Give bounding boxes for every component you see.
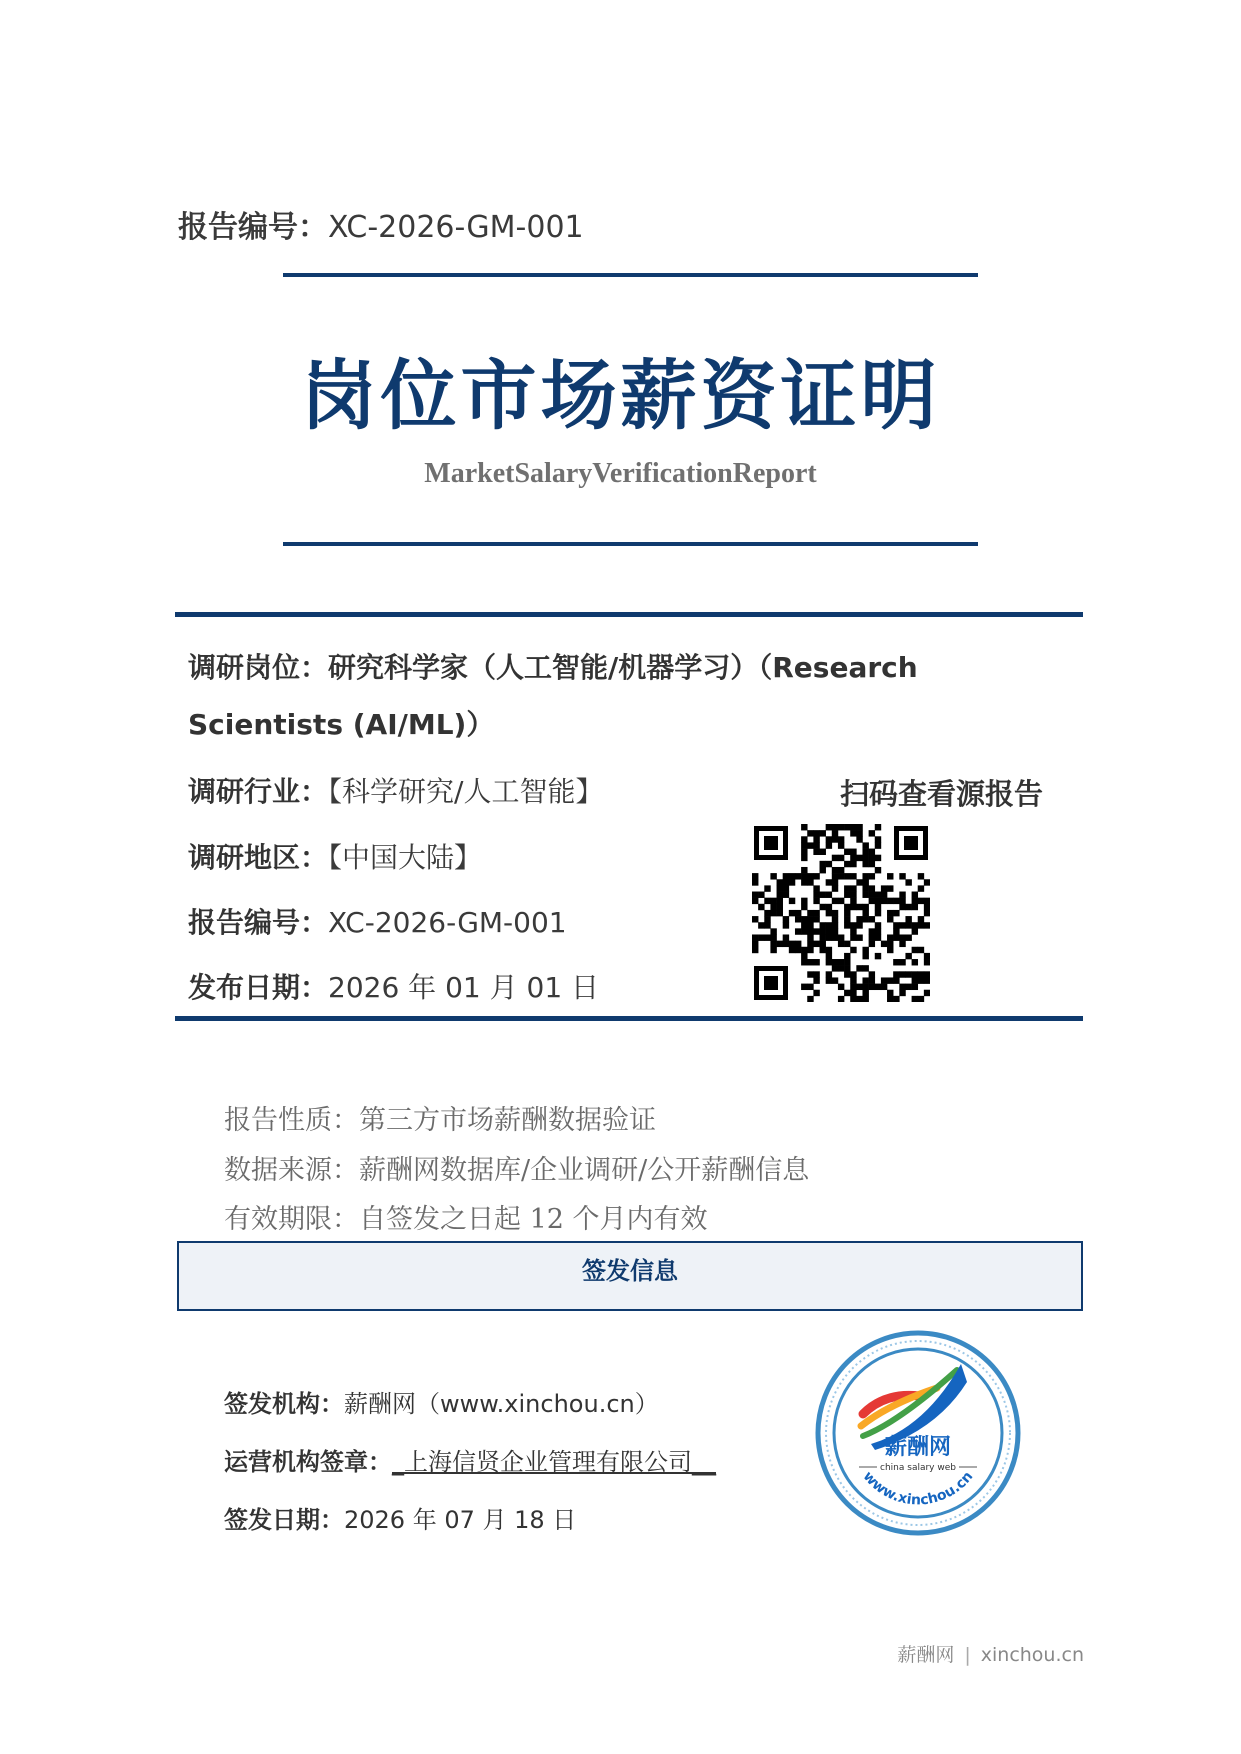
seal-brand: 薪酬网: [884, 1435, 952, 1460]
top-report-number-label: 报告编号：: [178, 210, 328, 245]
info-publish-date-label: 发布日期：: [188, 971, 329, 1004]
seal-sub: china salary web: [880, 1463, 956, 1473]
footer-separator: |: [964, 1644, 971, 1666]
info-position-label: 调研岗位：: [188, 651, 329, 684]
info-publish-date: [188, 966, 599, 1006]
qr-code-icon[interactable]: [752, 824, 930, 1002]
info-top-rule: [175, 612, 1083, 617]
info-industry-label: 调研行业：: [188, 775, 329, 808]
info-report-number-label: 报告编号：: [188, 906, 329, 939]
info-position-value: 研究科学家（人工智能/机器学习）（Research: [328, 651, 918, 684]
seal-url: www.xinchou.cn: [859, 1468, 977, 1509]
qr-caption: 扫码查看源报告: [840, 777, 1044, 811]
top-report-number-value: XC-2026-GM-001: [328, 210, 584, 245]
info-region-value: 【中国大陆】: [328, 841, 483, 874]
footer-site-link[interactable]: xinchou.cn: [980, 1644, 1084, 1666]
info-region: [188, 836, 482, 876]
operator-seal-value: _上海信贤企业管理有限公司__: [392, 1448, 716, 1476]
page-subtitle-english: MarketSalaryVerificationReport: [424, 458, 817, 489]
info-region-label: 调研地区：: [188, 841, 329, 874]
operator-seal-label: 运营机构签章：: [224, 1448, 392, 1476]
validity-period: 有效期限：自签发之日起 12 个月内有效: [224, 1204, 708, 1235]
info-position-value-cont: Scientists (AI/ML)）: [188, 708, 495, 741]
info-position-cont: [188, 703, 494, 743]
title-top-rule: [283, 273, 978, 277]
issue-info-title: 签发信息: [582, 1257, 678, 1285]
issue-date-value: 2026 年 07 月 18 日: [344, 1506, 577, 1534]
company-seal-icon: [815, 1330, 1021, 1536]
top-report-number: [178, 202, 584, 246]
title-bottom-rule: [283, 542, 978, 546]
info-bottom-rule: [175, 1016, 1083, 1021]
footer-brand: 薪酬网: [897, 1644, 955, 1666]
issuing-org-value: 薪酬网（www.xinchou.cn）: [344, 1390, 659, 1418]
report-nature: 报告性质：第三方市场薪酬数据验证: [224, 1105, 656, 1136]
issuing-org: [224, 1384, 659, 1419]
info-industry-value: 【科学研究/人工智能】: [328, 775, 604, 808]
issuing-org-label: 签发机构：: [224, 1390, 344, 1418]
page-title: 岗位市场薪资证明: [300, 351, 941, 440]
info-report-number-value: XC-2026-GM-001: [328, 906, 567, 939]
operator-seal: [224, 1442, 716, 1477]
issue-date: [224, 1500, 576, 1535]
issue-date-label: 签发日期：: [224, 1506, 344, 1534]
info-position: [188, 646, 918, 686]
issue-info-box: [177, 1241, 1083, 1311]
page-footer: [897, 1640, 1084, 1667]
info-industry: [188, 770, 603, 810]
data-source: 数据来源：薪酬网数据库/企业调研/公开薪酬信息: [224, 1155, 810, 1186]
info-publish-date-value: 2026 年 01 月 01 日: [328, 971, 600, 1004]
info-report-number: [188, 901, 567, 941]
